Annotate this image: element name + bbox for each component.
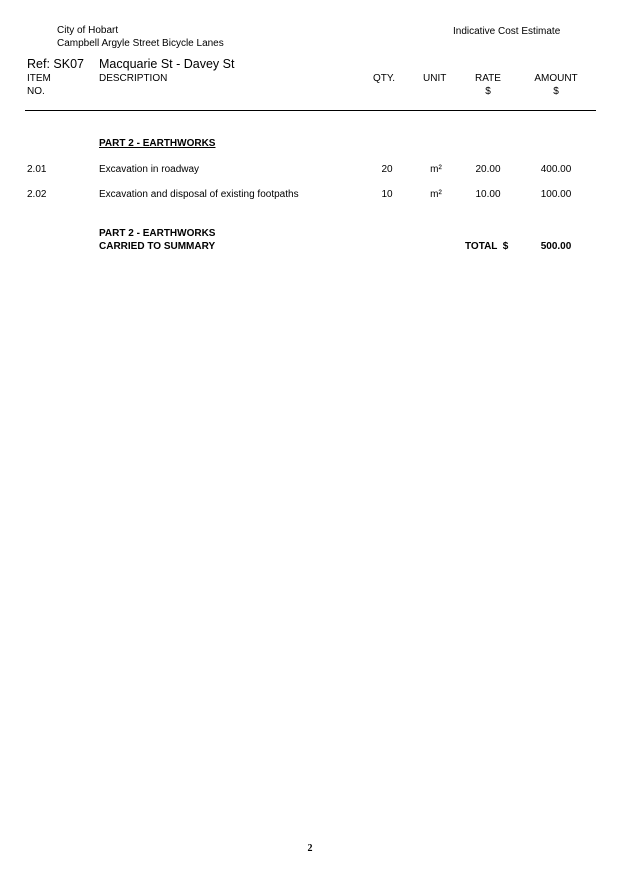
row-2-qty: 10 — [381, 189, 393, 200]
row-1-description: Excavation in roadway — [99, 164, 200, 175]
section-title: PART 2 - EARTHWORKS — [99, 138, 216, 149]
row-1-qty: 20 — [381, 164, 393, 175]
project-name: Campbell Argyle Street Bicycle Lanes — [57, 38, 224, 49]
reference-label: Ref: SK07 — [27, 57, 84, 71]
row-1-rate: 20.00 — [475, 164, 501, 175]
row-1-item: 2.01 — [27, 164, 47, 175]
header-divider — [25, 110, 596, 111]
summary-section-title: PART 2 - EARTHWORKS — [99, 228, 216, 239]
col-unit-header: UNIT — [423, 73, 447, 84]
col-description-header: DESCRIPTION — [99, 73, 168, 84]
row-1-amount: 400.00 — [540, 164, 572, 175]
col-item-header-line2: NO. — [27, 86, 45, 97]
col-amount-header: AMOUNT — [534, 73, 578, 84]
col-amount-currency: $ — [553, 86, 559, 97]
location-title: Macquarie St - Davey St — [99, 57, 235, 71]
row-1-unit: m² — [430, 164, 442, 175]
col-item-header: ITEM — [27, 73, 51, 84]
summary-carried-label: CARRIED TO SUMMARY — [99, 241, 216, 252]
row-2-description: Excavation and disposal of existing footpaths — [99, 189, 299, 200]
total-value: 500.00 — [540, 241, 572, 252]
page-number: 2 — [307, 843, 313, 854]
row-2-amount: 100.00 — [540, 189, 572, 200]
organization-name: City of Hobart — [57, 25, 119, 36]
total-label: TOTAL $ — [465, 241, 509, 252]
row-2-item: 2.02 — [27, 189, 47, 200]
col-rate-header: RATE — [475, 73, 501, 84]
col-rate-currency: $ — [485, 86, 491, 97]
row-2-unit: m² — [430, 189, 442, 200]
row-2-rate: 10.00 — [475, 189, 501, 200]
col-qty-header: QTY. — [373, 73, 396, 84]
document-type: Indicative Cost Estimate — [453, 26, 561, 37]
